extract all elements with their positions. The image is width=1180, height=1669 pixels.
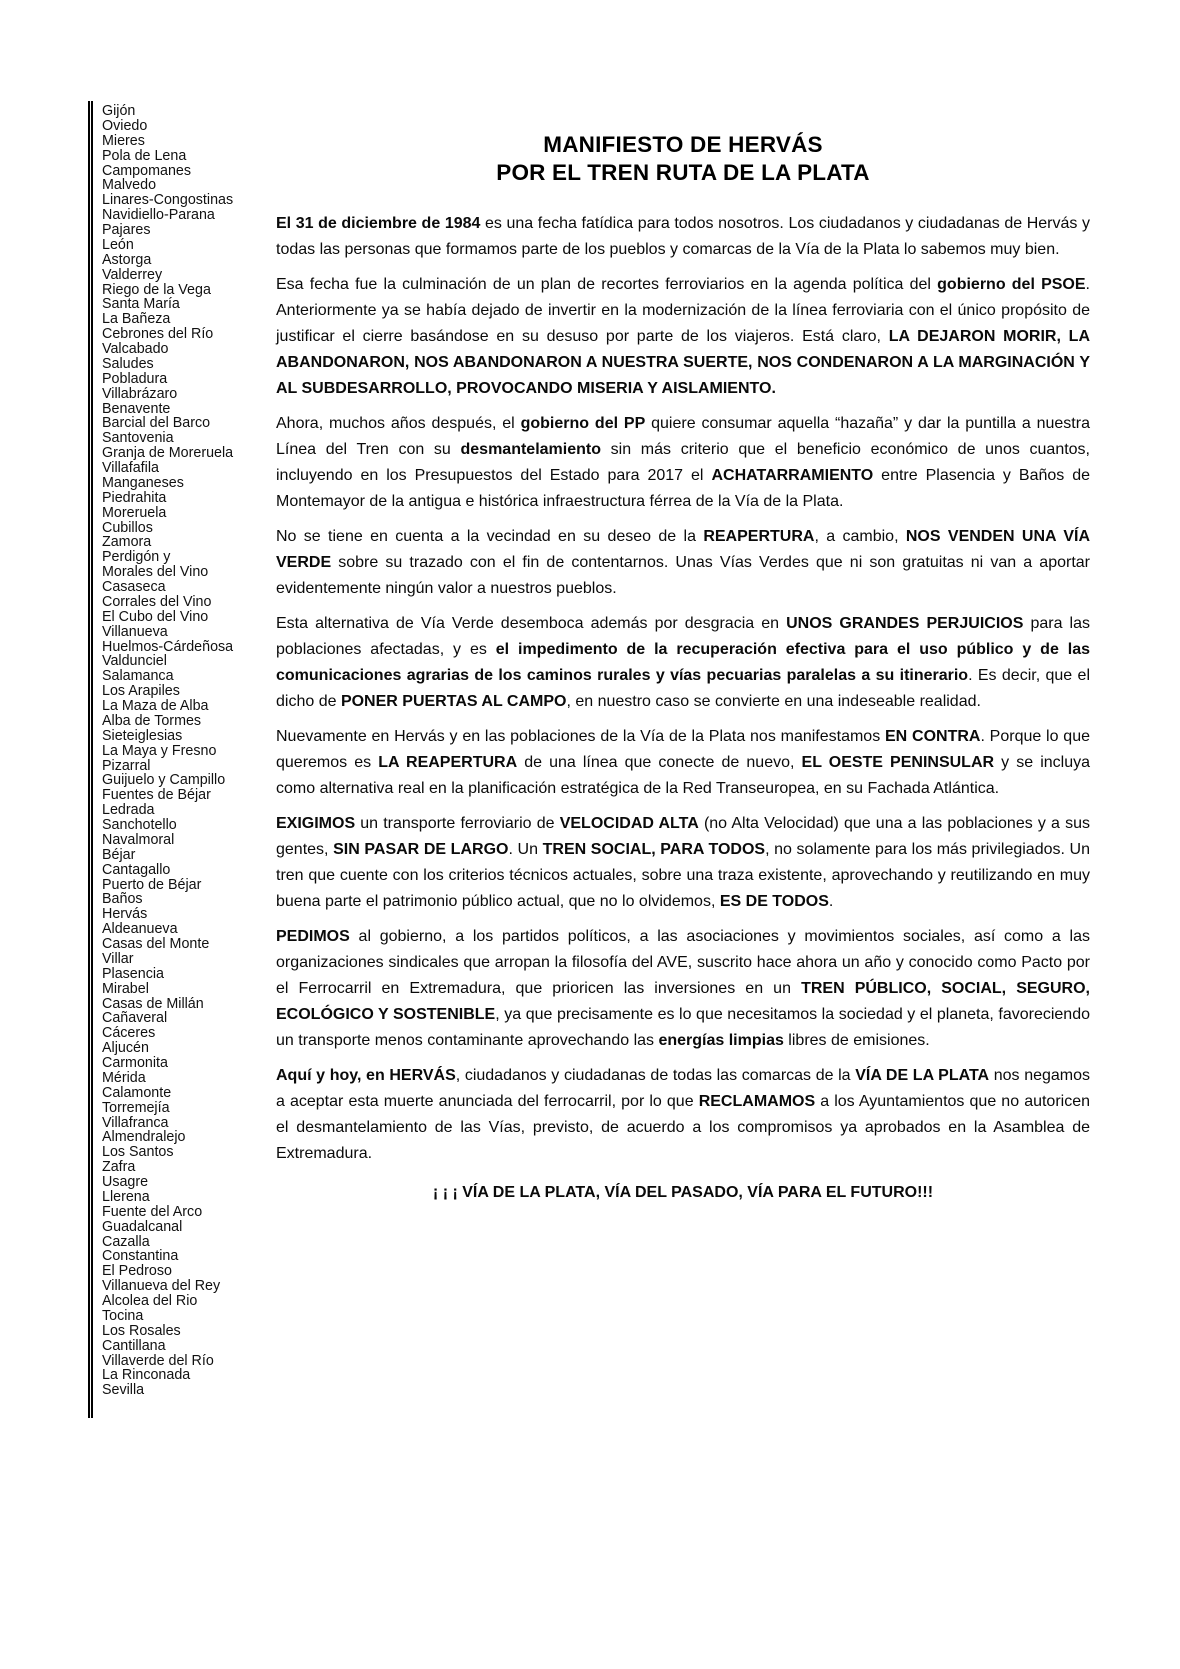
station-item: Mirabel [102,980,149,997]
station-item: Pola de Lena [102,147,187,164]
station-item: Alba de Tormes [102,712,202,729]
station-item: Los Rosales [102,1322,181,1339]
station-item: Linares-Congostinas [102,192,234,209]
station-item: Cáceres [102,1025,156,1042]
station-item: Los Santos [102,1144,174,1161]
paragraph-culminacion-plan: Esa fecha fue la culminación de un plan de recortes ferroviarios en la agenda política del gobierno del PSOE. Anteriormente ya se había dejado de invertir en la modernización de la línea ferroviaria con el único propósito de justificar el cierre basándose en su desuso por parte de los viajeros. Está claro, LA DEJARON MORIR, LA ABANDONARON, NOS ABANDONARON A NUESTRA SUERTE, NOS CONDENARON A LA MARGINACIÓN Y AL SUBDESARROLLO, PROVOCANDO MISERIA Y AISLAMIENTO. [276,276,1091,397]
station-item: Santovenia [102,430,174,447]
station-item: La Maza de Alba [102,698,209,714]
station-item: Puerto de Béjar [102,876,202,893]
station-item: Mérida [102,1069,146,1086]
paragraph-reclamamos: Aquí y hoy, en HERVÁS, ciudadanos y ciudadanas de todas las comarcas de la VÍA DE LA PLATA nos negamos a aceptar esta muerte anunciada del ferrocarril, por lo que RECLAMAMOS a los Ayuntamientos que no autoricen el desmantelamiento de las Vías, previsto, de acuerdo a los compromisos ya aprobados en la Asamblea de Extremadura. [276,1067,1091,1162]
station-item: Casas de Millán [102,995,204,1012]
station-item: Astorga [102,251,152,268]
station-item: Corrales del Vino [102,593,212,610]
station-item: Plasencia [102,965,164,982]
station-item: La Maya y Fresno [102,742,217,759]
paragraph-gobierno-pp: Ahora, muchos años después, el gobierno del PP quiere consumar aquella “hazaña” y dar la puntilla a nuestra Línea del Tren con su desmantelamiento sin más criterio que el beneficio económico de unos cuantos, incluyendo en los Presupuestos del Estado para 2017 el ACHATARRAMIENTO entre Plasencia y Baños de Montemayor de la antigua e histórica infraestructura férrea de la Vía de la Plata. [276,415,1091,510]
station-item: El Cubo del Vino [102,608,209,625]
station-item: Campomanes [102,162,191,179]
station-item: Cebrones del Río [102,326,214,343]
station-item: Tocina [102,1307,144,1324]
station-item: Hervás [102,906,148,923]
station-item: Morales del Vino [102,564,209,581]
paragraph-via-verde: No se tiene en cuenta a la vecindad en su deseo de la REAPERTURA, a cambio, NOS VENDEN UNA VÍA VERDE sobre su trazado con el fin de contentarnos. Unas Vías Verdes que ni son gratuitas ni van a aportar evidentemente ningún valor a nuestros pueblos. [276,528,1091,597]
station-item: Ledrada [102,802,155,819]
station-item: Valderrey [102,266,163,283]
paragraphs-container [276,211,1090,1206]
station-item: Navidiello-Parana [102,207,215,224]
page-title-line1: MANIFIESTO DE HERVÁS [543,132,823,157]
paragraph-pedimos: PEDIMOS al gobierno, a los partidos políticos, a las asociaciones y movimientos sociales, así como a las organizaciones sindicales que arropan la filosofía del AVE, suscrito hace ahora un año y conocido como Pacto por el Ferrocarril en Extremadura, que prioricen las inversiones en un TREN PÚBLICO, SOCIAL, SEGURO, ECOLÓGICO Y SOSTENIBLE, ya que precisamente es lo que necesitamos la sociedad y el planeta, favoreciendo un transporte menos contaminante aprovechando las energías limpias libres de emisiones. [276,928,1091,1049]
station-item: Saludes [102,355,154,372]
station-item: Santa María [102,296,180,313]
station-item: La Rinconada [102,1367,191,1384]
station-item: Pizarral [102,757,151,774]
station-item: Benavente [102,400,171,417]
station-item: Villanueva [102,623,168,640]
station-item: Valcabado [102,341,169,357]
station-item: Cantillana [102,1337,166,1354]
station-item: Moreruela [102,504,167,521]
station-item: Béjar [102,846,136,863]
station-item: Casaseca [102,579,166,595]
station-item: Cantagallo [102,861,171,878]
station-item: Valdunciel [102,653,167,670]
manifesto-body [276,131,1090,1215]
paragraph-exigimos: EXIGIMOS un transporte ferroviario de VELOCIDAD ALTA (no Alta Velocidad) que una a las poblaciones y a sus gentes, SIN PASAR DE LARGO. Un TREN SOCIAL, PARA TODOS, no solamente para los más privilegiados. Un tren que cuente con los criterios técnicos actuales, sobre una traza existente, aprovechando y reutilizando en muy buena parte el patrimonio público actual, que no lo olvidemos, ES DE TODOS. [276,815,1091,910]
station-item: Cubillos [102,519,153,536]
station-item: Oviedo [102,117,148,134]
station-item: Pobladura [102,370,168,387]
station-item: Villar [102,950,134,967]
station-item: Riego de la Vega [102,281,211,298]
page-title [276,131,1090,187]
station-list [88,101,233,1418]
station-item: Villabrázaro [102,385,178,402]
station-item: León [102,236,134,253]
station-item: Sevilla [102,1382,145,1399]
station-item: Piedrahita [102,489,167,506]
station-item: Llerena [102,1188,150,1205]
station-item: Villafranca [102,1114,169,1131]
station-item: Barcial del Barco [102,415,211,432]
station-item: Navalmoral [102,831,175,848]
page-title-line2: POR EL TREN RUTA DE LA PLATA [496,160,870,185]
station-item: Villaverde del Río [102,1352,214,1369]
station-item: Guadalcanal [102,1218,183,1235]
station-item: Zafra [102,1159,136,1176]
station-item: Villafafila [102,460,159,476]
station-item: Salamanca [102,668,174,685]
station-item: El Pedroso [102,1263,172,1280]
station-item: Calamonte [102,1084,172,1101]
station-item: Huelmos-Cárdeñosa [102,638,234,655]
station-item: Gijón [102,103,136,119]
station-item: Cañaveral [102,1010,168,1027]
station-item: Los Arapiles [102,683,180,700]
station-item: Usagre [102,1174,149,1190]
station-item: Aldeanueva [102,921,178,938]
station-item: Constantina [102,1248,179,1265]
paragraph-fecha-fatidica: El 31 de diciembre de 1984 es una fecha fatídica para todos nosotros. Los ciudadanos y ciudadanas de Hervás y todas las personas que formamos parte de los pueblos y comarcas de la Vía de la Plata lo sabemos muy bien. [276,215,1090,258]
station-item: Manganeses [102,474,184,491]
station-item: Cazalla [102,1233,150,1250]
station-item: La Bañeza [102,311,171,328]
station-item: Baños [102,891,143,908]
station-item: Alcolea del Rio [102,1293,198,1309]
paragraph-perjuicios: Esta alternativa de Vía Verde desemboca además por desgracia en UNOS GRANDES PERJUICIOS para las poblaciones afectadas, y es el impedimento de la recuperación efectiva para el uso público y de las comunicaciones agrarias de los caminos rurales y vías pecuarias paralelas a su itinerario. Es decir, que el dicho de PONER PUERTAS AL CAMPO, en nuestro caso se convierte en una indeseable realidad. [276,615,1091,710]
station-item: Almendralejo [102,1129,186,1146]
station-item: Zamora [102,534,152,551]
station-item: Torremejía [102,1099,170,1116]
station-item: Sieteiglesias [102,727,183,744]
station-item: Guijuelo y Campillo [102,772,226,789]
station-item: Perdigón y [102,549,171,566]
closing-slogan: ¡ ¡ ¡ VÍA DE LA PLATA, VÍA DEL PASADO, VÍA PARA EL FUTURO!!! [432,1184,934,1201]
station-item: Sanchotello [102,817,177,833]
station-item: Fuente del Arco [102,1203,203,1220]
station-item: Carmonita [102,1055,168,1071]
station-item: Malvedo [102,177,157,194]
paragraph-en-contra: Nuevamente en Hervás y en las poblaciones de la Vía de la Plata nos manifestamos EN CONTRA. Porque lo que queremos es LA REAPERTURA de una línea que conecte de nuevo, EL OESTE PENINSULAR y se incluya como alternativa real en la planificación estratégica de la Red Transeuropea, en su Fachada Atlántica. [276,728,1091,797]
station-item: Mieres [102,132,145,149]
station-item: Casas del Monte [102,936,210,952]
station-item: Aljucén [102,1040,149,1057]
station-item: Pajares [102,222,151,238]
station-item: Granja de Moreruela [102,445,234,462]
station-item: Fuentes de Béjar [102,787,211,804]
station-item: Villanueva del Rey [102,1278,221,1295]
